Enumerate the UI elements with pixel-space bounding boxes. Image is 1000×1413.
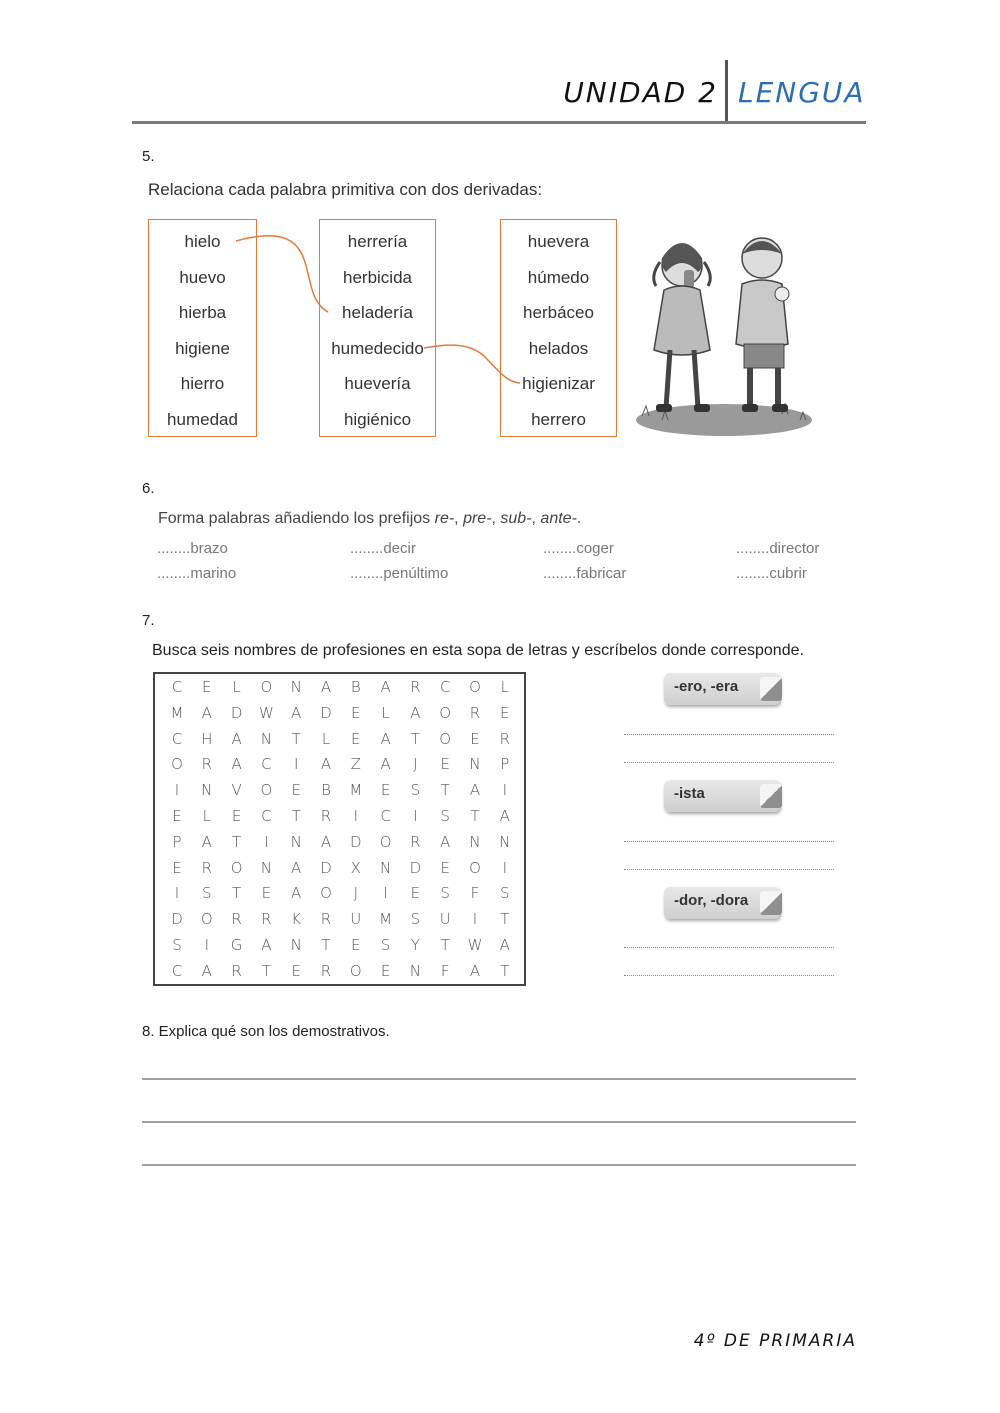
grid-letter[interactable]: N — [469, 832, 481, 851]
grid-letter[interactable]: S — [410, 910, 421, 929]
grid-letter[interactable]: M — [349, 781, 363, 800]
grid-letter[interactable]: T — [291, 807, 301, 825]
grid-letter[interactable]: I — [264, 832, 269, 851]
word-col1-0[interactable]: hielo — [184, 232, 221, 251]
grid-letter[interactable]: G — [230, 936, 243, 954]
grid-letter[interactable]: E — [410, 884, 421, 903]
grid-letter[interactable]: A — [201, 961, 212, 980]
grid-letter[interactable]: E — [261, 884, 272, 903]
grid-letter[interactable]: E — [380, 781, 391, 800]
grid-letter[interactable]: E — [470, 729, 480, 748]
grid-letter[interactable]: D — [320, 703, 332, 722]
grid-letter[interactable]: A — [201, 703, 212, 722]
grid-letter[interactable]: S — [410, 781, 421, 800]
grid-letter[interactable]: A — [380, 755, 391, 774]
grid-letter[interactable]: C — [261, 755, 272, 774]
grid-letter[interactable]: A — [231, 755, 242, 774]
word-col2-4[interactable]: huevería — [344, 374, 411, 393]
grid-letter[interactable]: T — [410, 729, 420, 748]
grid-letter[interactable]: E — [351, 703, 361, 722]
word-col3-5[interactable]: herrero — [531, 409, 586, 429]
ex7-number: 7. — [142, 612, 155, 629]
grid-letter[interactable]: A — [440, 832, 451, 851]
word-col2-3[interactable]: humedecido — [331, 338, 424, 358]
grid-letter[interactable]: O — [379, 832, 392, 851]
grid-letter[interactable]: A — [320, 832, 332, 851]
word-search-grid — [153, 672, 526, 986]
grid-letter[interactable]: I — [174, 781, 180, 800]
word-col2-1[interactable]: herbicida — [343, 267, 412, 287]
grid-letter[interactable]: R — [231, 910, 242, 929]
grid-letter[interactable]: C — [439, 678, 451, 696]
answer-line-3[interactable] — [142, 1164, 856, 1166]
answer-line-ero-1[interactable] — [624, 734, 834, 735]
subject-title: LENGUA — [738, 76, 866, 109]
grid-letter[interactable]: A — [380, 729, 391, 748]
ex8-question: 8. Explica qué son los demostrativos. — [142, 1023, 390, 1040]
children-eating-ice-cream-illustration — [632, 228, 814, 440]
word-col3-0[interactable]: huevera — [527, 232, 590, 251]
grid-letter[interactable]: R — [410, 832, 421, 851]
grid-letter[interactable]: N — [499, 832, 511, 851]
grid-letter[interactable]: C — [171, 729, 183, 748]
grid-letter[interactable]: T — [261, 961, 271, 980]
grid-letter[interactable]: V — [231, 781, 242, 800]
grid-letter[interactable]: I — [472, 910, 478, 929]
prefix-item-penultimo[interactable]: ........penúltimo — [350, 565, 449, 582]
grid-letter[interactable]: O — [260, 781, 273, 800]
grid-letter[interactable]: N — [469, 755, 481, 774]
word-col2-0[interactable]: herrería — [347, 232, 408, 251]
grid-letter[interactable]: E — [380, 961, 391, 980]
grid-letter[interactable]: E — [172, 858, 182, 877]
grid-letter[interactable]: K — [291, 910, 302, 929]
grid-letter[interactable]: T — [440, 781, 450, 800]
grid-letter[interactable]: M — [379, 910, 393, 929]
grid-letter[interactable]: M — [170, 703, 184, 722]
connector-humedecido-higienizar — [424, 345, 520, 383]
grid-letter[interactable]: D — [171, 910, 183, 929]
grid-letter[interactable]: O — [469, 678, 481, 696]
suffix-tag-ero: -ero, -era — [664, 673, 780, 705]
grid-letter[interactable]: Z — [350, 755, 361, 774]
grid-letter[interactable]: S — [380, 936, 391, 954]
grid-letter[interactable]: N — [260, 858, 272, 877]
grid-letter[interactable]: I — [502, 858, 508, 877]
grid-letter[interactable]: O — [230, 858, 243, 877]
word-col2-2[interactable]: heladería — [342, 303, 413, 322]
grid-letter[interactable]: J — [413, 755, 418, 774]
grid-letter[interactable]: I — [174, 884, 180, 903]
ex6-instruction: Forma palabras añadiendo los prefijos re-, pre-, sub-, ante-. — [158, 510, 582, 527]
grid-letter[interactable]: R — [201, 755, 213, 774]
grid-letter[interactable]: C — [261, 807, 272, 825]
grid-letter[interactable]: W — [258, 703, 274, 722]
grid-letter[interactable]: A — [231, 729, 242, 748]
word-col3-3[interactable]: helados — [528, 338, 589, 358]
ex6-number: 6. — [142, 480, 155, 497]
grid-letter[interactable]: A — [291, 884, 302, 903]
grid-letter[interactable]: N — [201, 781, 213, 800]
grid-letter[interactable]: O — [439, 703, 452, 722]
answer-line-1[interactable] — [142, 1078, 856, 1080]
prefix-item-decir[interactable]: ........decir — [350, 540, 416, 557]
grid-letter[interactable]: O — [349, 961, 362, 980]
grid-letter[interactable]: P — [500, 755, 510, 774]
grid-letter[interactable]: E — [291, 781, 301, 800]
grid-letter[interactable]: E — [231, 807, 242, 825]
grid-letter[interactable]: T — [500, 961, 510, 980]
grid-letter[interactable]: R — [499, 729, 511, 748]
grid-letter[interactable]: L — [381, 703, 390, 722]
grid-letter[interactable]: A — [201, 832, 212, 851]
connector-hielo-heladeria — [236, 236, 328, 312]
grid-letter[interactable]: B — [321, 781, 331, 800]
word-col1-1[interactable]: huevo — [179, 267, 226, 287]
grid-letter[interactable]: L — [232, 678, 241, 696]
grid-letter[interactable]: U — [350, 910, 362, 929]
grid-letter[interactable]: N — [409, 961, 421, 980]
word-col1-2[interactable]: hierba — [178, 303, 227, 322]
grid-letter[interactable]: F — [440, 961, 450, 980]
grid-letter[interactable]: P — [172, 832, 182, 851]
grid-letter[interactable]: R — [320, 910, 332, 929]
word-col3-4[interactable]: higienizar — [522, 374, 595, 393]
grid-letter[interactable]: A — [499, 807, 510, 825]
grid-letter[interactable]: D — [320, 858, 332, 877]
grid-letter[interactable]: X — [350, 858, 361, 877]
grid-letter[interactable]: C — [171, 961, 183, 980]
answer-line-dor-2[interactable] — [624, 975, 834, 976]
grid-letter[interactable]: T — [440, 936, 450, 954]
grid-letter[interactable]: E — [500, 703, 510, 722]
grid-letter[interactable]: E — [172, 807, 182, 825]
grid-letter[interactable]: R — [231, 961, 242, 980]
grid-letter[interactable]: Y — [410, 936, 420, 954]
prefix-item-coger[interactable]: ........coger — [543, 540, 614, 557]
grid-letter[interactable]: A — [291, 858, 302, 877]
grid-letter[interactable]: T — [232, 832, 242, 851]
grid-letter[interactable]: S — [500, 884, 510, 903]
word-col2-5[interactable]: higiénico — [343, 409, 412, 429]
answer-line-dor-1[interactable] — [624, 947, 834, 948]
suffix-tag-dor: -dor, -dora — [664, 887, 780, 919]
grid-letter[interactable]: A — [380, 678, 391, 696]
grid-letter[interactable]: C — [380, 807, 391, 825]
grid-letter[interactable]: A — [499, 936, 510, 954]
answer-line-ista-1[interactable] — [624, 841, 834, 842]
grid-letter[interactable]: S — [202, 884, 212, 903]
grid-letter[interactable]: O — [469, 858, 481, 877]
word-col1-4[interactable]: hierro — [180, 374, 225, 393]
grid-letter[interactable]: O — [171, 755, 183, 774]
grid-letter[interactable]: C — [171, 678, 183, 696]
grid-letter[interactable]: T — [470, 807, 480, 825]
grid-letter[interactable]: A — [291, 703, 302, 722]
suffix-tag-ista: -ista — [664, 780, 780, 812]
grid-letter[interactable]: R — [469, 703, 481, 722]
grid-letter[interactable]: I — [293, 755, 299, 774]
ex5-instruction: Relaciona cada palabra primitiva con dos derivadas: — [148, 180, 543, 199]
grid-letter[interactable]: S — [172, 936, 182, 954]
grid-letter[interactable]: N — [290, 936, 302, 954]
grid-letter[interactable]: H — [201, 729, 213, 748]
grid-letter[interactable]: I — [413, 807, 418, 825]
grid-letter[interactable]: T — [500, 910, 510, 929]
grid-letter[interactable]: E — [291, 961, 301, 980]
grid-letter[interactable]: W — [467, 936, 483, 954]
grid-letter[interactable]: I — [383, 884, 388, 903]
grid-letter[interactable]: E — [351, 936, 361, 954]
unit-title: UNIDAD 2 — [563, 76, 718, 109]
grid-letter[interactable]: B — [350, 678, 361, 696]
ex5-connector-lines — [0, 0, 1000, 460]
grid-letter[interactable]: N — [290, 678, 302, 696]
grid-letter[interactable]: I — [353, 807, 359, 825]
prefix-item-cubrir[interactable]: ........cubrir — [736, 565, 807, 582]
grid-letter[interactable]: R — [261, 910, 272, 929]
grid-letter[interactable]: O — [260, 678, 273, 696]
grid-letter[interactable]: A — [469, 961, 481, 980]
grid-letter[interactable]: A — [469, 781, 481, 800]
grid-letter[interactable]: S — [440, 807, 450, 825]
grade-footer: 4º DE PRIMARIA — [693, 1331, 857, 1351]
grid-letter[interactable]: L — [321, 729, 331, 748]
grid-letter[interactable]: A — [320, 678, 332, 696]
word-col1-3[interactable]: higiene — [175, 338, 230, 358]
grid-letter[interactable]: F — [470, 884, 480, 903]
word-col3-1[interactable]: húmedo — [527, 267, 590, 287]
grid-letter[interactable]: N — [290, 832, 302, 851]
grid-letter[interactable]: S — [440, 884, 450, 903]
grid-letter[interactable]: O — [320, 884, 332, 903]
prefix-item-director[interactable]: ........director — [736, 540, 820, 557]
prefix-item-brazo[interactable]: ........brazo — [157, 540, 228, 557]
grid-letter[interactable]: R — [410, 678, 421, 696]
grid-letter[interactable]: N — [260, 729, 272, 748]
grid-letter[interactable]: E — [440, 755, 450, 774]
grid-letter[interactable]: E — [440, 858, 450, 877]
grid-letter[interactable]: O — [439, 729, 452, 748]
grid-letter[interactable]: R — [320, 961, 332, 980]
grid-letter[interactable]: D — [350, 832, 362, 851]
grid-letter[interactable]: T — [321, 936, 331, 954]
grid-letter[interactable]: L — [202, 807, 211, 825]
grid-letter[interactable]: O — [200, 910, 213, 929]
grid-letter[interactable]: I — [204, 936, 210, 954]
grid-letter[interactable]: T — [232, 884, 242, 903]
answer-line-2[interactable] — [142, 1121, 856, 1123]
grid-letter[interactable]: D — [230, 703, 243, 722]
ex7-instruction: Busca seis nombres de profesiones en esta sopa de letras y escríbelos donde corresponde. — [152, 642, 804, 659]
grid-letter[interactable]: E — [202, 678, 212, 696]
grid-letter[interactable]: J — [353, 884, 359, 903]
grid-letter[interactable]: A — [261, 936, 272, 954]
word-col3-2[interactable]: herbáceo — [523, 303, 594, 322]
ex5-number: 5. — [142, 148, 155, 165]
grid-letter[interactable]: U — [439, 910, 451, 929]
grid-letter[interactable]: A — [410, 703, 421, 722]
grid-letter[interactable]: A — [320, 755, 332, 774]
grid-letter[interactable]: E — [351, 729, 361, 748]
grid-letter[interactable]: L — [500, 678, 509, 696]
answer-line-ero-2[interactable] — [624, 762, 834, 763]
prefix-item-marino[interactable]: ........marino — [157, 565, 237, 582]
grid-letter[interactable]: D — [409, 858, 422, 877]
grid-letter[interactable]: N — [379, 858, 392, 877]
grid-letter[interactable]: R — [201, 858, 213, 877]
answer-line-ista-2[interactable] — [624, 869, 834, 870]
grid-letter[interactable]: R — [320, 807, 332, 825]
grid-letter[interactable]: I — [502, 781, 508, 800]
prefix-item-fabricar[interactable]: ........fabricar — [543, 565, 627, 582]
word-col1-5[interactable]: humedad — [167, 409, 238, 429]
grid-letter[interactable]: T — [291, 729, 301, 748]
